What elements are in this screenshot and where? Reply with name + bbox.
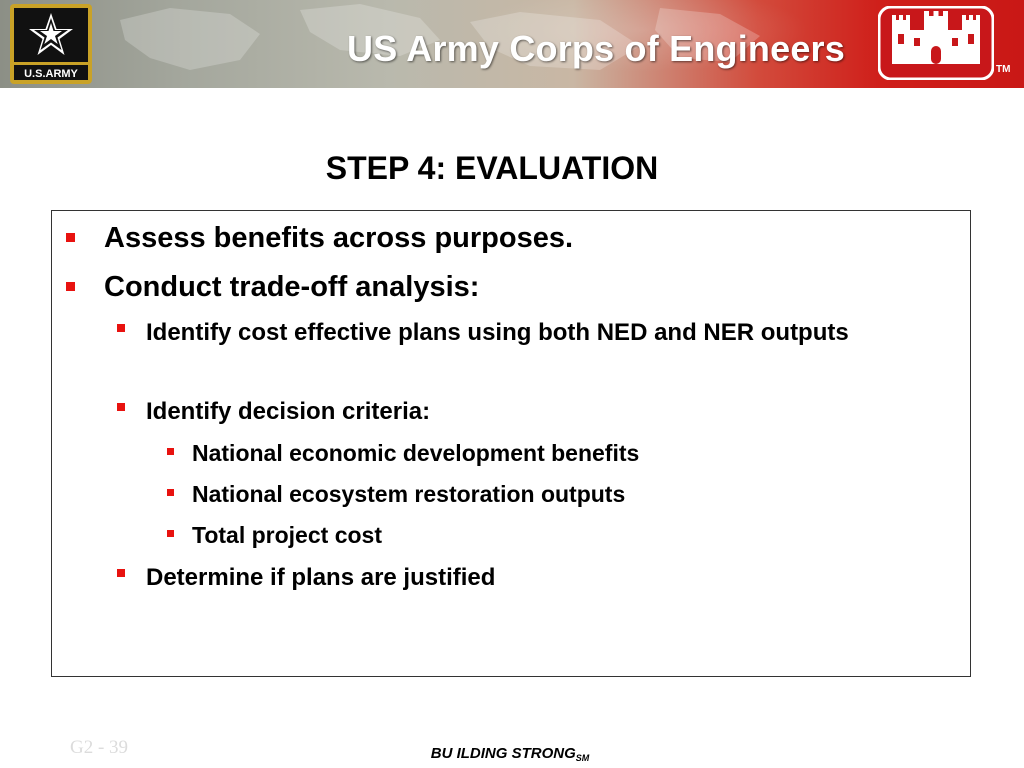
service-mark: SM bbox=[575, 753, 590, 763]
bullet-item bbox=[167, 439, 639, 467]
bullet-text: Determine if plans are justified bbox=[146, 564, 496, 591]
bullet-item bbox=[117, 394, 430, 429]
bullet-item bbox=[66, 270, 479, 304]
bullet-square-icon bbox=[66, 282, 75, 291]
bullet-item bbox=[117, 560, 495, 595]
bullet-square-icon bbox=[167, 448, 174, 455]
slogan-text: BU ILDING STRONG bbox=[430, 745, 576, 762]
footer-slogan bbox=[0, 745, 1020, 763]
bullet-square-icon bbox=[66, 233, 75, 242]
header-banner bbox=[0, 0, 1024, 88]
svg-text:U.S.ARMY: U.S.ARMY bbox=[24, 68, 78, 80]
bullet-text: National economic development benefits bbox=[192, 440, 640, 466]
bullet-text: Identify cost effective plans using both NED and NER outputs bbox=[146, 319, 849, 346]
bullet-square-icon bbox=[117, 403, 125, 411]
bullet-item bbox=[66, 221, 573, 255]
bullet-square-icon bbox=[117, 324, 125, 332]
content-box bbox=[51, 210, 971, 677]
slide-title: STEP 4: EVALUATION bbox=[325, 150, 659, 186]
bullet-text: Total project cost bbox=[192, 522, 382, 548]
organization-title: US Army Corps of Engineers bbox=[347, 28, 845, 69]
bullet-text: Conduct trade-off analysis: bbox=[104, 271, 480, 303]
bullet-text: Assess benefits across purposes. bbox=[104, 222, 574, 254]
bullet-text: National ecosystem restoration outputs bbox=[192, 481, 626, 507]
bullet-square-icon bbox=[167, 530, 174, 537]
us-army-star-logo bbox=[10, 4, 92, 84]
bullet-item bbox=[117, 315, 917, 350]
bullet-square-icon bbox=[167, 489, 174, 496]
castle-logo bbox=[878, 6, 994, 80]
slide-number: G2 - 39 bbox=[70, 737, 129, 758]
bullet-text: Identify decision criteria: bbox=[146, 398, 431, 425]
bullet-square-icon bbox=[117, 569, 125, 577]
trademark-mark: TM bbox=[996, 64, 1011, 75]
bullet-item bbox=[167, 480, 625, 508]
bullet-item bbox=[167, 521, 382, 549]
